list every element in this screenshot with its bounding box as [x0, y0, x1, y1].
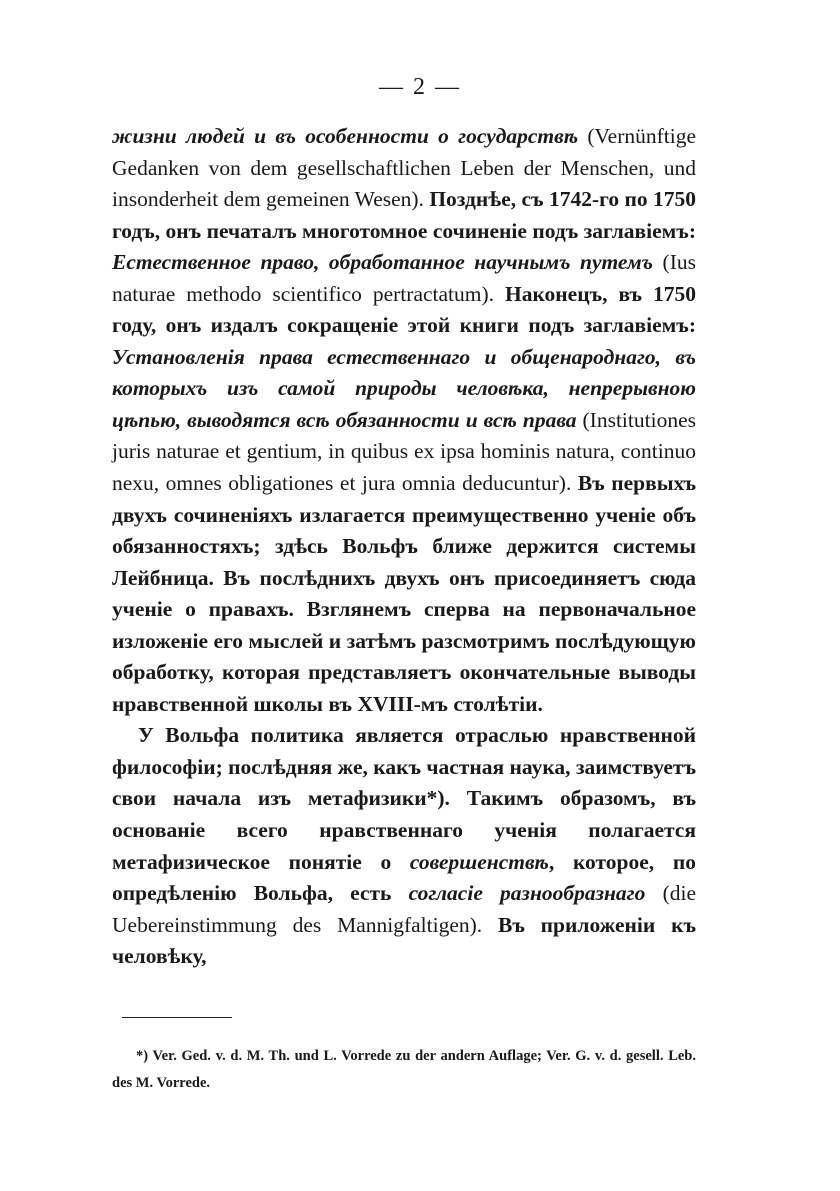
paragraph-1-text-4: Въ первыхъ двухъ сочиненіяхъ излагается преимущественно ученіе объ обязанностяхъ; здѣсь Вольфъ ближе держится системы Лейбница. Въ послѣднихъ двухъ онъ присоединяетъ сюда ученіе о правахъ. Взглянемъ сперва на первоначальное изложеніе его мыслей и затѣмъ разсмотримъ послѣдующую обработку, которая представляетъ окончательные выводы нравственной школы въ XVIII-мъ столѣтіи.: [112, 471, 696, 716]
paragraph-1-title-2-latin: (Ius naturae methodo scientifico pertractatum).: [112, 250, 696, 306]
paragraph-1-title-2-ital: Естественное право, обработанное научнымъ путемъ: [112, 250, 653, 275]
paragraph-1-title-latin: (Vernünftige Gedanken von dem gesellschaftlichen Leben der Menschen, und insonderheit dem gemeinen Wesen).: [112, 124, 697, 212]
paragraph-1: [112, 121, 696, 720]
paragraph-1-title-3-latin: (Institutiones juris naturae et gentium, in quibus ex ipsa hominis natura, continuo nexu, omnes obligationes et jura omnia deducuntur).: [112, 407, 696, 496]
footnote: *) Ver. Ged. v. d. M. Th. und L. Vorrede zu der andern Auflage; Ver. G. v. d. gesell. Leb. des M. Vorrede.: [112, 1048, 696, 1091]
paragraph-2-text-3: Въ приложеніи къ человѣку,: [112, 912, 697, 969]
paragraph-2-term-1-ital: совершенствѣ: [409, 849, 549, 874]
paragraph-1-title-3-ital: Установленія права естественнаго и общенароднаго, въ которыхъ изъ самой природы человѣка, непрерывною цѣпью, выводятся всѣ обязанности и всѣ права: [112, 344, 696, 432]
paragraph-1-title-ital: жизни людей и въ особенности о государствѣ: [112, 124, 579, 148]
page-number: — 2 —: [379, 74, 461, 100]
paragraph-2-text-1: У Вольфа политика является отраслью нравственной философіи; послѣдняя же, какъ частная наука, заимствуетъ свои начала изъ метафизики*). Такимъ образомъ, въ основаніе всего нравственнаго ученія полагается метафизическое понятіе о: [112, 723, 697, 874]
paragraph-2-term-2-ital: согласіе разнообразнаго: [408, 881, 646, 906]
paragraph-1-text-2: Позднѣе, съ 1742-го по 1750 годъ, онъ печаталъ многотомное сочиненіе подъ заглавіемъ:: [112, 187, 696, 243]
paragraph-2: [112, 720, 696, 972]
body-text: [112, 121, 696, 973]
paragraph-2-term-2-latin: (die Uebereinstimmung des Mannigfaltigen).: [112, 881, 696, 937]
paragraph-1-text-3: Наконецъ, въ 1750 году, онъ издалъ сокращеніе этой книги подъ заглавіемъ:: [112, 281, 697, 338]
paragraph-2-text-2: , которое, по опредѣленію Вольфа, есть: [112, 849, 696, 906]
footnote-divider: [122, 1017, 232, 1018]
